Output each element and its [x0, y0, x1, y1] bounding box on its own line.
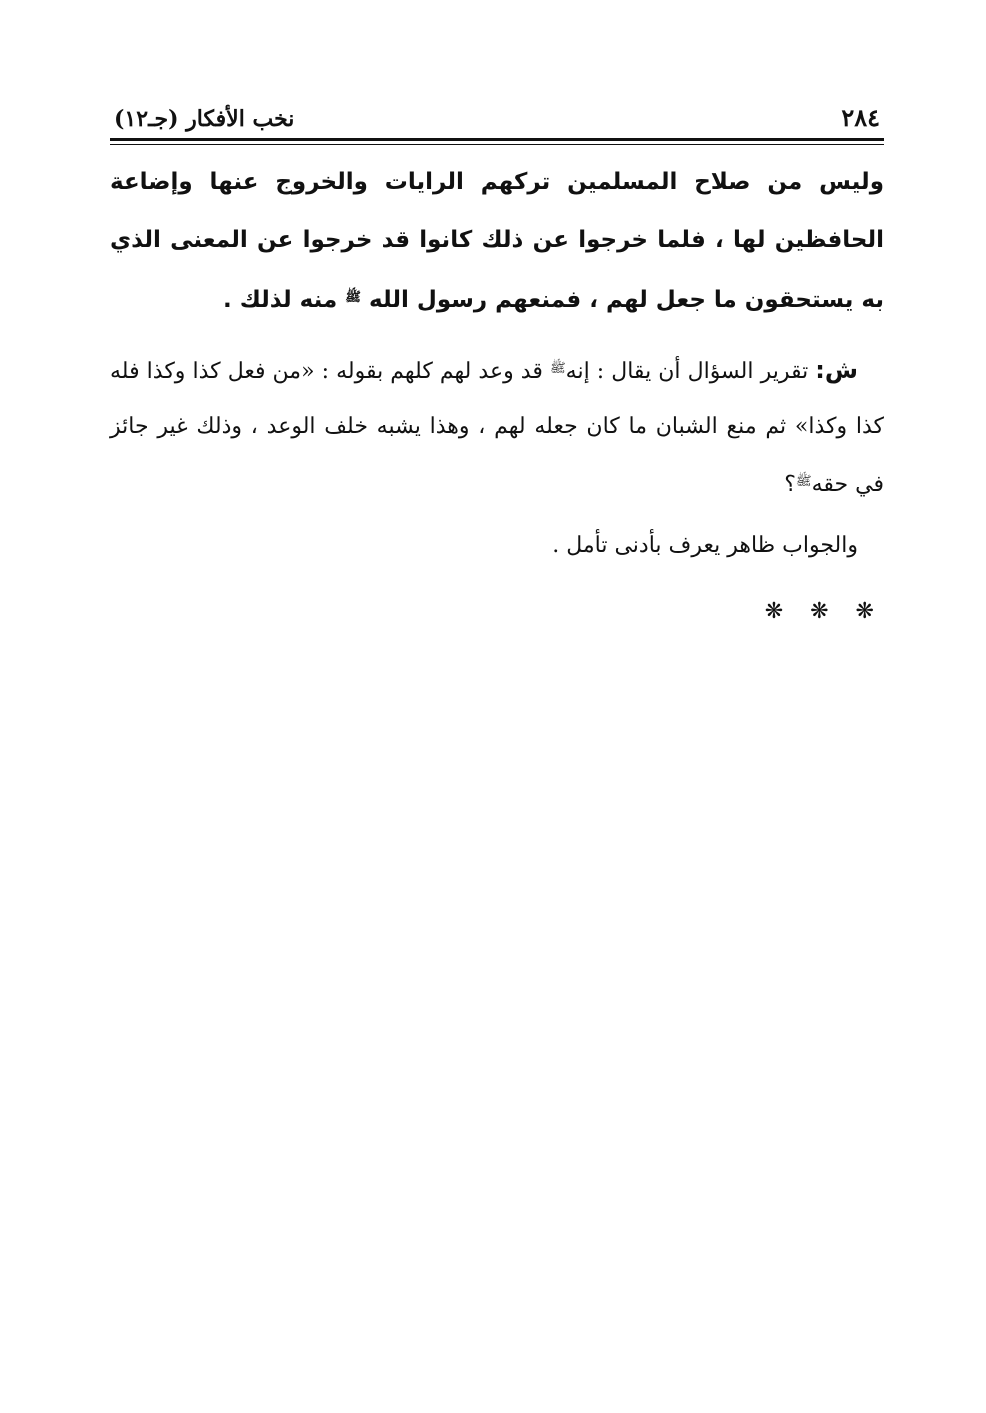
matn-text-after: منه لذلك .	[222, 287, 338, 313]
header-rule-thick	[110, 138, 884, 141]
sharh-text-2: قد وعد لهم كلهم بقوله : «من فعل كذا وكذا فله كذا وكذا» ثم منع الشبان ما كان جعله لهم ، وهذا يشبه خلف الوعد ، وذلك غير جائز في حقه	[110, 359, 884, 497]
sharh-paragraph	[110, 341, 884, 512]
honorific-glyph: ﷺ	[345, 290, 361, 305]
header-rule-thin	[110, 144, 884, 145]
section-separator: ❋ ❋ ❋	[764, 599, 884, 624]
answer-paragraph: والجواب ظاهر يعرف بأدنى تأمل .	[552, 533, 858, 558]
sharh-label: ش:	[815, 356, 859, 384]
page-header	[110, 92, 884, 132]
honorific-glyph: ﷺ	[549, 361, 566, 376]
page-body	[110, 153, 884, 624]
sharh-text-3: ؟	[784, 472, 796, 497]
page-number: ٢٨٤	[841, 103, 880, 132]
book-page	[110, 92, 884, 624]
sharh-text-1: تقرير السؤال أن يقال : إنه	[565, 359, 809, 384]
running-title: نخب الأفكار (جـ١٢)	[114, 106, 295, 132]
matn-text-before: وليس من صلاح المسلمين تركهم الرايات والخروج عنها وإضاعة الحافظين لها ، فلما خرجوا عن ذلك كانوا قد خرجوا عن المعنى الذي به يستحقون ما جعل لهم ، فمنعهم رسول الله	[110, 169, 884, 313]
honorific-glyph: ﷺ	[795, 474, 812, 489]
matn-paragraph	[110, 153, 884, 329]
